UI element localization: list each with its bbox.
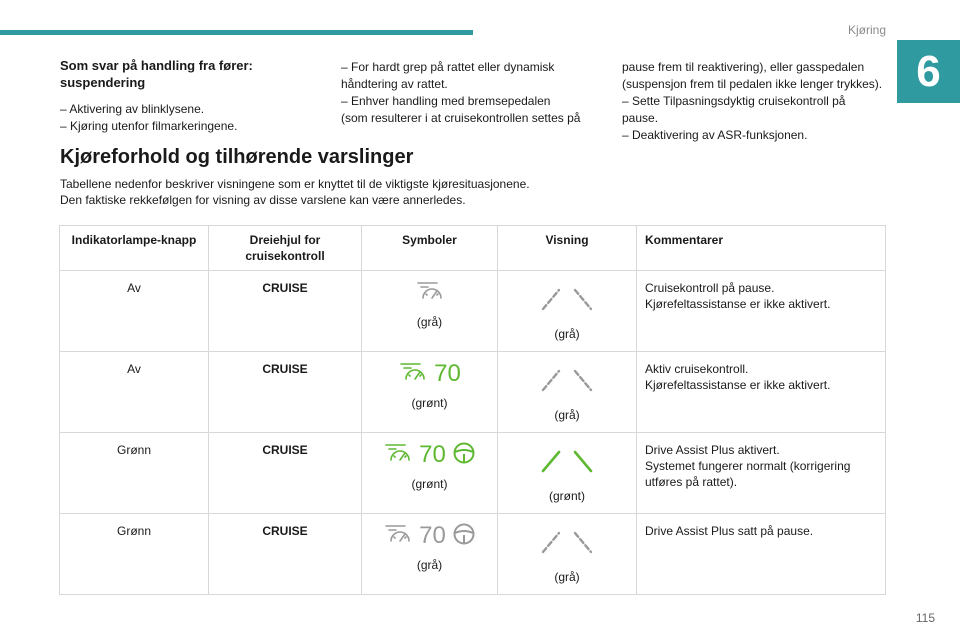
display-caption: (grå) <box>554 327 580 341</box>
section-title: Kjøreforhold og tilhørende varslinger <box>60 146 414 168</box>
header-accent-bar <box>0 30 473 35</box>
text-line: pause frem til reaktivering), eller gasspedalen <box>622 60 865 74</box>
text-line: (suspensjon frem til pedalen ikke lenger trykkes). <box>622 77 883 91</box>
column-header: Indikatorlampe-knapp <box>60 226 209 271</box>
symbols-cell <box>362 352 498 433</box>
set-speed-value: 70 <box>419 522 446 549</box>
comment-cell <box>637 433 886 514</box>
bullet-line: – Kjøring utenfor filmarkeringene. <box>60 119 238 133</box>
display-cell <box>498 352 637 433</box>
comment-line: Drive Assist Plus aktivert. <box>645 443 780 457</box>
comment-line: Drive Assist Plus satt på pause. <box>645 524 814 538</box>
intro-line: Den faktiske rekkefølgen for visning av disse varslene kan være annerledes. <box>60 193 466 207</box>
column-header: Kommentarer <box>637 226 886 271</box>
text-line: – Deaktivering av ASR-funksjonen. <box>622 128 808 142</box>
display-cell <box>498 433 637 514</box>
lane-lines-icon <box>506 448 628 478</box>
display-caption: (grå) <box>554 570 580 584</box>
text-line: – For hardt grep på rattet eller dynamisk <box>341 60 555 74</box>
display-cell <box>498 514 637 595</box>
steering-wheel-icon <box>452 441 476 469</box>
text-column-3 <box>622 59 892 144</box>
text-line: – Sette Tilpasningsdyktig cruisekontroll på <box>622 94 846 108</box>
wheel-cell: CRUISE <box>209 514 362 595</box>
symbol-caption: (grå) <box>416 558 443 572</box>
warnings-table <box>59 225 886 595</box>
display-caption: (grønt) <box>549 489 585 503</box>
set-speed-value: 70 <box>434 360 461 387</box>
cruise-speedometer-icon <box>383 522 413 550</box>
column-header: Dreiehjul for cruisekontroll <box>209 226 362 271</box>
set-speed-value: 70 <box>419 441 446 468</box>
cruise-speedometer-icon <box>398 360 428 388</box>
lamp-cell: Grønn <box>60 433 209 514</box>
table-row <box>60 271 886 352</box>
column-header: Symboler <box>362 226 498 271</box>
display-cell <box>498 271 637 352</box>
chapter-number-tab: 6 <box>897 40 960 103</box>
intro-line: Tabellene nedenfor beskriver visningene som er knyttet til de viktigste kjøresituasjonene. <box>60 177 530 191</box>
comment-cell <box>637 352 886 433</box>
page-number: 115 <box>915 611 935 625</box>
comment-line: Aktiv cruisekontroll. <box>645 362 749 376</box>
display-caption: (grå) <box>554 408 580 422</box>
text-column-2 <box>341 59 596 127</box>
comment-cell <box>637 514 886 595</box>
symbols-cell <box>362 271 498 352</box>
wheel-cell: CRUISE <box>209 433 362 514</box>
comment-line: utføres på rattet). <box>645 475 738 489</box>
comment-line: Kjørefeltassistanse er ikke aktivert. <box>645 297 831 311</box>
comment-line: Systemet fungerer normalt (korrigering <box>645 459 851 473</box>
table-row <box>60 514 886 595</box>
text-line: pause. <box>622 111 659 125</box>
section-intro <box>60 176 860 208</box>
lamp-cell: Av <box>60 271 209 352</box>
symbols-cell <box>362 514 498 595</box>
wheel-cell: CRUISE <box>209 352 362 433</box>
text-column-1 <box>60 57 310 135</box>
text-line: – Enhver handling med bremsepedalen <box>341 94 551 108</box>
symbols-cell <box>362 433 498 514</box>
table-row <box>60 352 886 433</box>
comment-line: Cruisekontroll på pause. <box>645 281 775 295</box>
table-row <box>60 433 886 514</box>
text-line: håndtering av rattet. <box>341 77 448 91</box>
table-header-row <box>60 226 886 271</box>
comment-line: Kjørefeltassistanse er ikke aktivert. <box>645 378 831 392</box>
symbol-caption: (grønt) <box>411 396 448 410</box>
comment-cell <box>637 271 886 352</box>
lane-lines-icon <box>506 529 628 559</box>
column-header: Visning <box>498 226 637 271</box>
symbol-caption: (grå) <box>416 315 443 329</box>
subheading: Som svar på handling fra fører: suspendering <box>60 58 253 90</box>
lane-lines-icon <box>506 286 628 316</box>
lane-lines-icon <box>506 367 628 397</box>
text-line: (som resulterer i at cruisekontrollen settes på <box>341 111 581 125</box>
wheel-cell: CRUISE <box>209 271 362 352</box>
cruise-speedometer-icon <box>415 279 445 307</box>
symbol-caption: (grønt) <box>411 477 448 491</box>
lamp-cell: Grønn <box>60 514 209 595</box>
cruise-speedometer-icon <box>383 441 413 469</box>
bullet-line: – Aktivering av blinklysene. <box>60 102 205 116</box>
steering-wheel-icon <box>452 522 476 550</box>
lamp-cell: Av <box>60 352 209 433</box>
header-title: Kjøring <box>847 23 886 37</box>
